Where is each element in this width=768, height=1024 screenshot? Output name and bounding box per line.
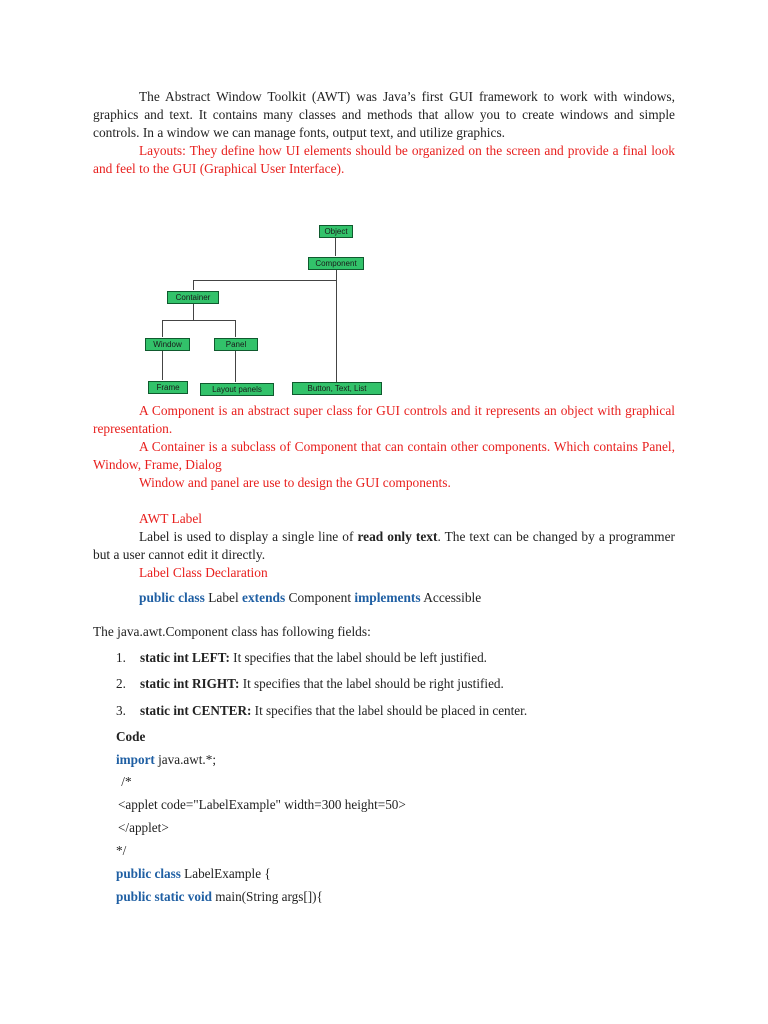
code-line-applet-open: <applet code="LabelExample" width=300 height=50> — [118, 797, 406, 812]
connector-line — [193, 280, 336, 281]
node-frame: Frame — [148, 381, 188, 394]
code-line-comment-open: /* — [118, 774, 132, 789]
connector-line — [162, 320, 163, 337]
connector-line — [336, 270, 337, 382]
node-object: Object — [319, 225, 353, 238]
node-button-text-list: Button, Text, List — [292, 382, 382, 395]
component-note: A Component is an abstract super class for GUI controls and it represents an object with graphical representation. — [93, 403, 675, 436]
code-line-class: public class LabelExample { — [116, 866, 271, 881]
node-window: Window — [145, 338, 190, 351]
connector-line — [162, 351, 163, 380]
connector-line — [235, 351, 236, 382]
node-layout-panels: Layout panels — [200, 383, 274, 396]
node-panel: Panel — [214, 338, 258, 351]
connector-line — [235, 320, 236, 337]
code-line-applet-close: </applet> — [118, 820, 169, 835]
code-heading: Code — [116, 729, 146, 744]
list-item: 2. static int RIGHT: It specifies that the label should be right justified. — [116, 676, 504, 691]
declaration-heading: Label Class Declaration — [139, 565, 268, 580]
code-line-main: public static void main(String args[]){ — [116, 889, 323, 904]
label-section — [93, 510, 675, 582]
container-note: A Container is a subclass of Component that can contain other components. Which contains Panel, Window, Frame, Dialog — [93, 439, 675, 472]
label-declaration: public class Label extends Component implements Accessible — [139, 590, 482, 605]
code-line-import: import java.awt.*; — [116, 752, 216, 767]
connector-line — [193, 280, 194, 290]
label-heading: AWT Label — [139, 511, 203, 526]
label-description: Label is used to display a single line of read only text. The text can be changed by a programmer but a user cannot edit it directly. — [93, 529, 675, 562]
node-container: Container — [167, 291, 219, 304]
window-panel-note: Window and panel are use to design the GUI components. — [139, 475, 451, 490]
node-component: Component — [308, 257, 364, 270]
connector-line — [193, 303, 194, 320]
notes-section — [93, 402, 675, 492]
intro-section — [93, 88, 675, 178]
code-line-comment-close: */ — [116, 843, 127, 858]
intro-paragraph: The Abstract Window Toolkit (AWT) was Java’s first GUI framework to work with windows, graphics and text. It contains many classes and methods that allow you to create windows and simple controls. In a window we can manage fonts, output text, and utilize graphics. — [93, 89, 675, 140]
list-item: 1. static int LEFT: It specifies that the label should be left justified. — [116, 650, 487, 665]
connector-line — [335, 238, 336, 256]
list-item: 3. static int CENTER: It specifies that the label should be placed in center. — [116, 703, 528, 718]
layouts-paragraph: Layouts: They define how UI elements should be organized on the screen and provide a final look and feel to the GUI (Graphical User Interface). — [93, 143, 675, 176]
connector-line — [162, 320, 235, 321]
fields-intro: The java.awt.Component class has following fields: — [93, 624, 371, 639]
